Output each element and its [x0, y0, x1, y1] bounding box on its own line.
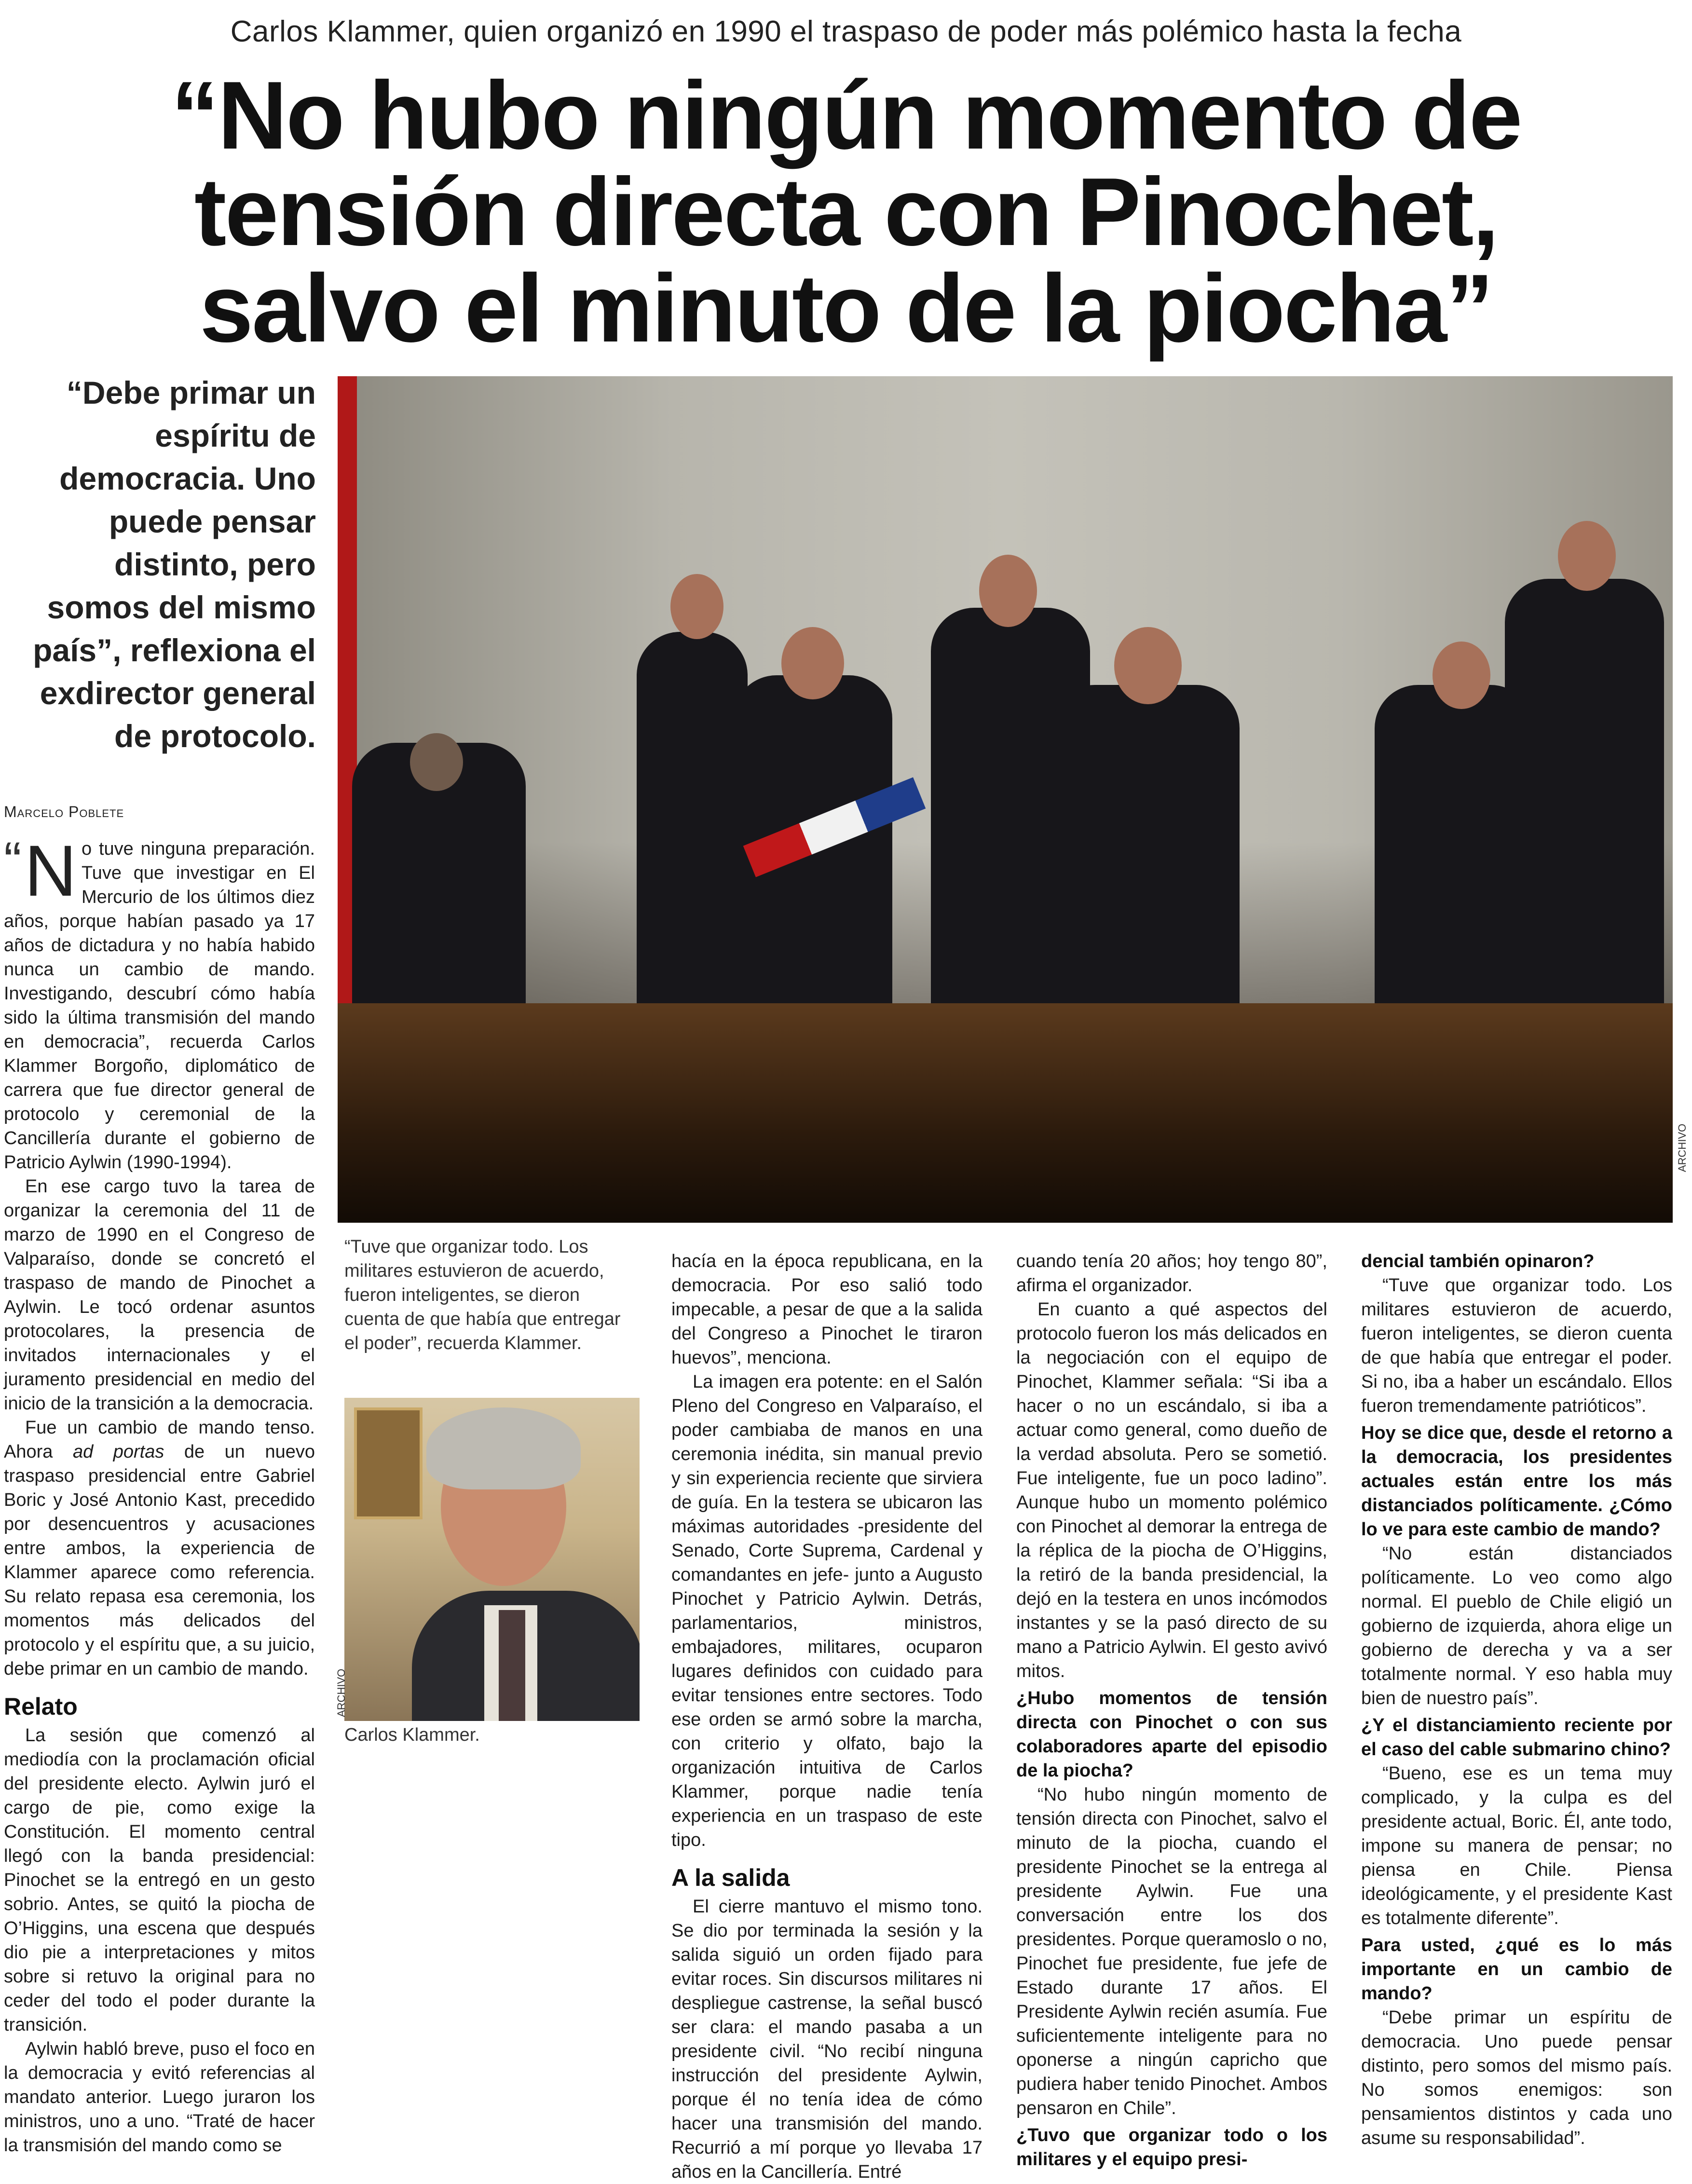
paragraph: cuando tenía 20 años; hoy tengo 80”, afirma el organizador.	[1016, 1251, 1327, 1296]
body-column-4	[1361, 1249, 1672, 2150]
body-column-3	[1016, 1249, 1327, 2171]
paragraph: En cuanto a qué aspectos del protocolo fueron los más delicados en la negociación con el equipo de Pinochet, Klammer señala: “Si iba a hacer o no un escándalo, si iba a actuar como general, como dueño de la verdad absoluta. Pero se sometió. Fue inteligente, fue un poco ladino”. Aunque hubo un momento polémico con Pinochet al demorar la entrega de la réplica de la piocha de O’Higgins, la retiró de la banda presidencial, la dejó en la testera en unos incómodos instantes y se la pasó directo de su mano a Patricio Aylwin. El gesto avivó mitos.	[1016, 1299, 1327, 1681]
photo-figure-right-2	[1505, 579, 1664, 1003]
interview-question-continued: dencial también opinaron?	[1361, 1251, 1595, 1271]
portrait-caption: Carlos Klammer.	[344, 1725, 480, 1745]
interview-question: Hoy se dice que, desde el retorno a la democracia, los presidentes actuales están entre los más distanciados políticamente. ¿Cómo lo ve para este cambio de mando?	[1361, 1423, 1672, 1540]
body-column-1	[4, 830, 315, 2157]
paragraph: El cierre mantuvo el mismo tono. Se dio por terminada la sesión y la salida siguió un orden fijado para evitar roces. Sin discursos militares ni despliegue castrense, la señal buscó ser clara: el mando pasaba a un presidente civil. “No recibí ninguna instrucción del presidente Aylwin, porque él no tenía idea de cómo hacer una transmisión del mando. Recurrió a mí porque yo llevaba 17 años en la Cancillería. Entré	[671, 1897, 982, 2182]
interview-question: ¿Y el distanciamiento reciente por el caso del cable submarino chino?	[1361, 1715, 1672, 1760]
body-column-2	[671, 1249, 982, 2184]
paragraph: “No hubo ningún momento de tensión directa con Pinochet, salvo el minuto de la piocha, cuando el presidente Pinochet se la entrega al presidente Aylwin. Fue una conversación entre los dos presidentes. Porque queramoslo o no, Pinochet fue presidente, fue jefe de Estado durante 17 años. El Presidente Aylwin recién asumía. Fue suficientemente inteligente para no oponerse a ningún capricho que pudiera haber tenido Pinochet. Ambos pensaron en Chile”.	[1016, 1785, 1327, 2118]
paragraph: La sesión que comenzó al mediodía con la proclamación oficial del presidente electo. Aylwin juró el cargo de pie, como exige la Constitución. El momento central llegó con la banda presidencial: Pinochet se la entregó en un gesto sobrio. Antes, se quitó la piocha de O’Higgins, una escena que después dio pie a interpretaciones y mitos sobre si retuvo la original para no ceder del todo el poder durante la transición.	[4, 1725, 315, 2035]
byline: Marcelo Poblete	[4, 803, 124, 820]
paragraph: “Bueno, ese es un tema muy complicado, y la culpa es del presidente actual, Boric. Él, ante todo, impone su manera de pensar; no piensa en Chile. Piensa ideológicamente, y el presidente Kast es totalmente diferente”.	[1361, 1763, 1672, 1928]
paragraph: “Tuve que organizar todo. Los militares estuvieron de acuerdo, fueron inteligentes, se dieron cuenta de que había que entregar el poder. Si no, iba a haber un escándalo. Ellos fueron tremendamente patrióticos”.	[1361, 1275, 1672, 1416]
pull-quote: “Debe primar un espíritu de democracia. Uno puede pensar distinto, pero somos del mismo país”, reflexiona el exdirector general de protocolo.	[33, 375, 316, 754]
subhead-a-la-salida: A la salida	[671, 1864, 790, 1891]
paragraph: hacía en la época republicana, en la democracia. Por eso salió todo impecable, a pesar de que a la salida del Congreso a Pinochet le tiraron huevos”, menciona.	[671, 1251, 982, 1368]
lead-paragraph: “ N o tuve ninguna preparación. Tuve que investigar en El Mercurio de los últimos diez años, porque habían pasado ya 17 años de dictadura y no había habido nunca un cambio de mando. Investigando, descubrí cómo había sido la última transmisión del mando en democracia”, recuerda Carlos Klammer Borgoño, diplomático de carrera que fue director general de protocolo y ceremonial de la Cancillería durante el gobierno de Patricio Aylwin (1990-1994).	[4, 830, 315, 1173]
photo-figure-pinochet	[1051, 685, 1240, 1003]
dropcap-quote: “	[4, 832, 22, 891]
interview-question: ¿Hubo momentos de tensión directa con Pinochet o con sus colaboradores aparte del episodio de la piocha?	[1016, 1688, 1327, 1781]
interview-question: ¿Tuvo que organizar todo o los militares y el equipo presi-	[1016, 2125, 1327, 2170]
paragraph: En ese cargo tuvo la tarea de organizar la ceremonia del 11 de marzo de 1990 en el Congreso de Valparaíso, donde se concretó el traspaso de mando de Pinochet a Aylwin. Le tocó ordenar asuntos protocolares, la presencia de invitados internacionales y el juramento presidencial en medio del inicio de la transición a la democracia.	[4, 1176, 315, 1414]
portrait-credit: ARCHIVO	[335, 1668, 347, 1717]
photo-caption: “Tuve que organizar todo. Los militares estuvieron de acuerdo, fueron inteligentes, se dieron cuenta de que había que entregar el poder”, recuerda Klammer.	[344, 1237, 621, 1353]
kicker: Carlos Klammer, quien organizó en 1990 el traspaso de poder más polémico hasta la fecha	[230, 15, 1462, 48]
paragraph: “Debe primar un espíritu de democracia. Uno puede pensar distinto, pero somos del mismo país. No somos enemigos: son pensamientos distintos y cada uno asume su responsabilidad”.	[1361, 2007, 1672, 2148]
interview-question: Para usted, ¿qué es lo más importante en un cambio de mando?	[1361, 1935, 1672, 2004]
paragraph: “No están distanciados políticamente. Lo veo como algo normal. El pueblo de Chile eligió un gobierno de izquierda, ahora elige un gobierno de derecha y va a ser totalmente normal. Y eso habla muy bien de nuestro país”.	[1361, 1543, 1672, 1708]
headline: “No hubo ningún momento de tensión directa con Pinochet, salvo el minuto de la piocha”	[171, 62, 1521, 362]
paragraph: Fue un cambio de mando tenso. Ahora ad portas de un nuevo traspaso presidencial entre Gabriel Boric y José Antonio Kast, precedido por desencuentros y acusaciones entre ambos, la experiencia de Klammer aparece como referencia. Su relato repasa esa ceremonia, los momentos más delicados del protocolo y el espíritu que, a su juicio, debe primar en un cambio de mando.	[4, 1418, 315, 1679]
photo-figure-officer	[637, 632, 748, 1008]
portrait-photo	[344, 1398, 640, 1721]
dropcap-letter: N	[24, 830, 77, 911]
photo-foreground-table	[338, 1003, 1673, 1223]
photo-credit: ARCHIVO	[1676, 1123, 1688, 1172]
paragraph: La imagen era potente: en el Salón Pleno del Congreso en Valparaíso, el poder cambiaba de manos en una ceremonia inédita, sin manual previo y sin experiencia reciente que sirviera de guía. En la testera se ubicaron las máximas autoridades -presidente del Senado, Corte Suprema, Cardenal y comandantes en jefe- junto a Augusto Pinochet y Patricio Aylwin. Detrás, parlamentarios, ministros, embajadores, militares, ocuparon lugares definidos con cuidado para evitar tensiones entre sectores. Todo ese orden se armó sobre la marcha, con criterio y olfato, bajo la organización intuitiva de Carlos Klammer, porque nadie tenía experiencia en un traspaso de este tipo.	[671, 1372, 982, 1850]
ceremony-photo	[338, 376, 1673, 1223]
paragraph: Aylwin habló breve, puso el foco en la democracia y evitó referencias al mandato anterior. Luego juraron los ministros, uno a uno. “Traté de hacer la transmisión del mando como se	[4, 2039, 315, 2156]
subhead-relato: Relato	[4, 1693, 78, 1720]
